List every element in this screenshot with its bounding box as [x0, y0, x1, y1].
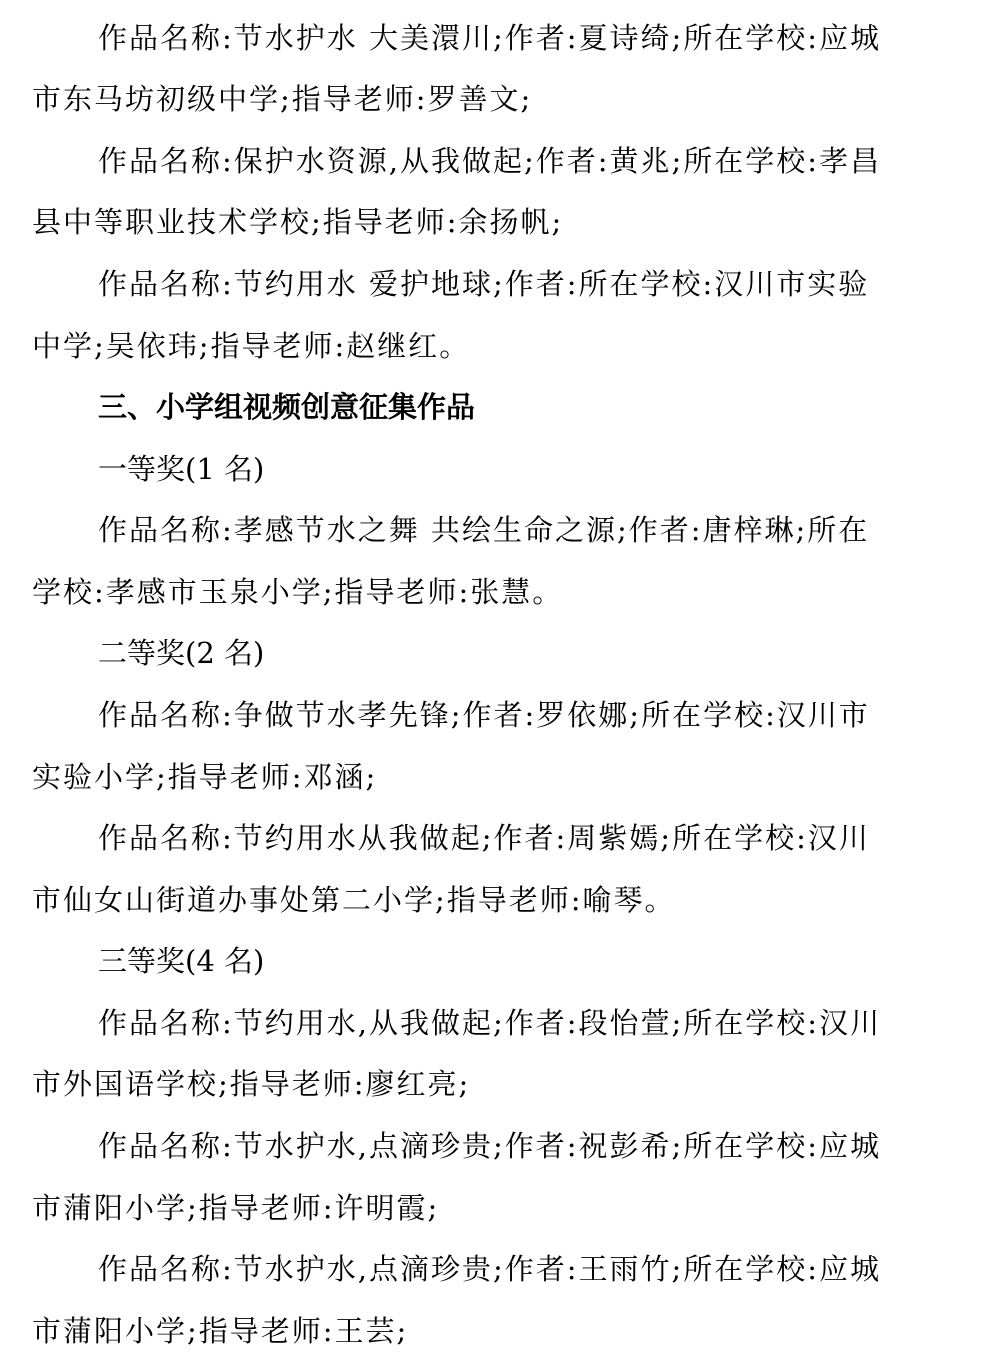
entry-line: 中学;吴依玮;指导老师:赵继红。 — [32, 329, 471, 363]
entry-line: 作品名称:节水护水,点滴珍贵;作者:王雨竹;所在学校:应城 — [98, 1252, 882, 1286]
entry-line: 作品名称:节水护水,点滴珍贵;作者:祝彭希;所在学校:应城 — [98, 1129, 882, 1163]
award-heading: 三等奖(4 名) — [98, 944, 265, 978]
section-heading: 三、小学组视频创意征集作品 — [98, 390, 476, 424]
entry-line: 学校:孝感市玉泉小学;指导老师:张慧。 — [32, 575, 564, 609]
entry-line: 市东马坊初级中学;指导老师:罗善文; — [32, 82, 533, 116]
entry-line: 作品名称:孝感节水之舞 共绘生命之源;作者:唐梓琳;所在 — [98, 513, 870, 547]
entry-line: 市外国语学校;指导老师:廖红亮; — [32, 1067, 471, 1101]
award-heading: 二等奖(2 名) — [98, 636, 265, 670]
entry-line: 作品名称:争做节水孝先锋;作者:罗依娜;所在学校:汉川市 — [98, 698, 870, 732]
award-heading: 一等奖(1 名) — [98, 452, 265, 486]
entry-line: 实验小学;指导老师:邓涵; — [32, 760, 378, 794]
entry-line: 作品名称:节约用水,从我做起;作者:段怡萱;所在学校:汉川 — [98, 1006, 882, 1040]
entry-line: 市蒲阳小学;指导老师:许明霞; — [32, 1191, 440, 1225]
entry-line: 作品名称:节约用水 爱护地球;作者:所在学校:汉川市实验 — [98, 267, 870, 301]
entry-line: 县中等职业技术学校;指导老师:余扬帆; — [32, 205, 564, 239]
entry-line: 作品名称:保护水资源,从我做起;作者:黄兆;所在学校:孝昌 — [98, 144, 882, 178]
entry-line: 作品名称:节水护水 大美澴川;作者:夏诗绮;所在学校:应城 — [98, 21, 882, 55]
entry-line: 市仙女山街道办事处第二小学;指导老师:喻琴。 — [32, 883, 676, 917]
entry-line: 作品名称:节约用水从我做起;作者:周紫嫣;所在学校:汉川 — [98, 821, 870, 855]
entry-line: 市蒲阳小学;指导老师:王芸; — [32, 1314, 409, 1348]
